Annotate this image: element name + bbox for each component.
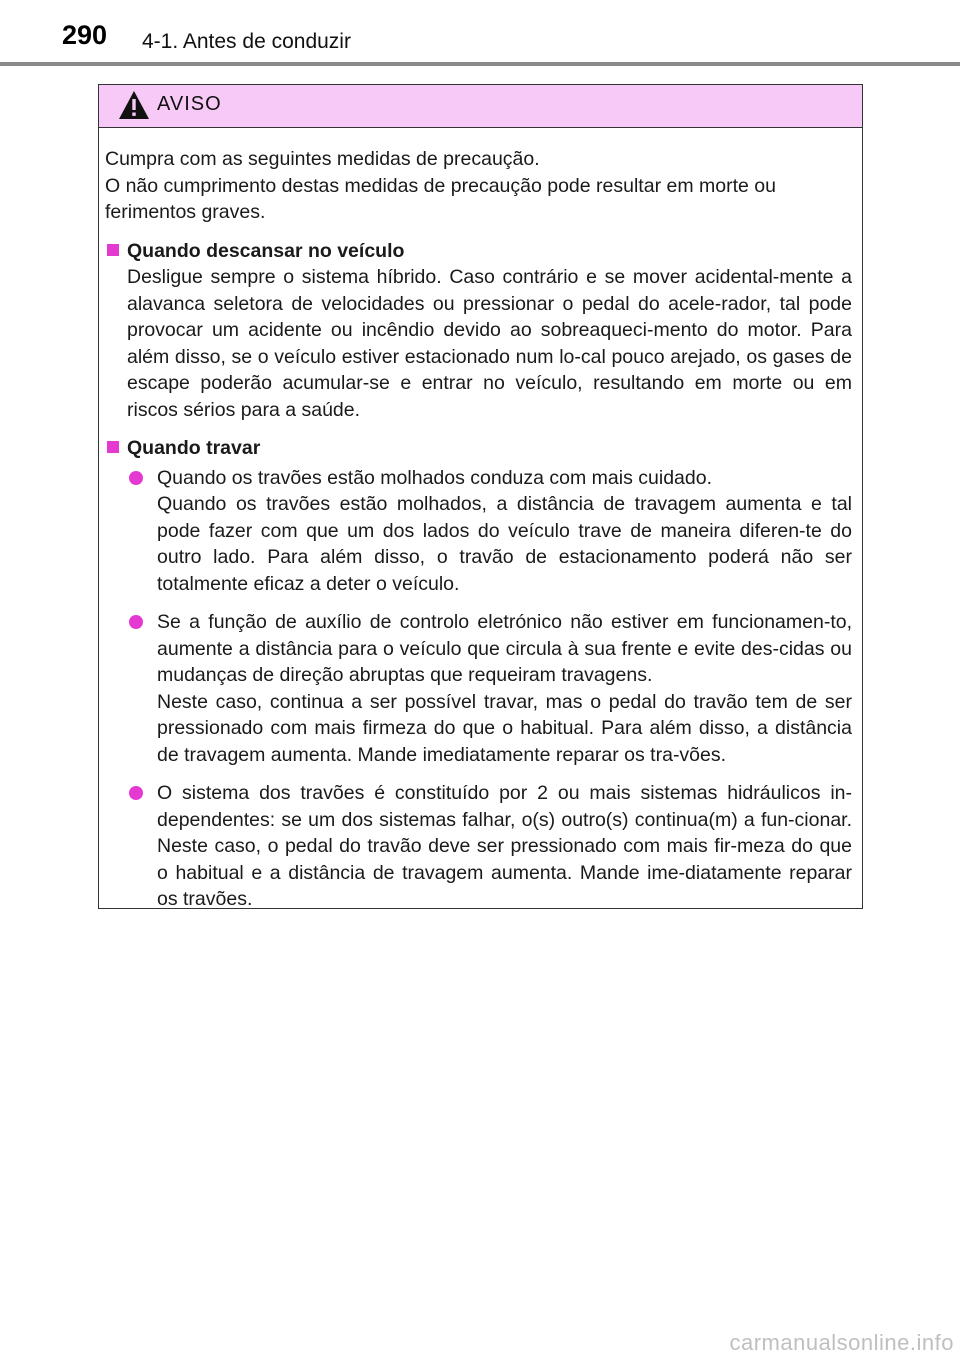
page-header bbox=[0, 0, 960, 66]
topic-text: Desligue sempre o sistema híbrido. Caso contrário e se mover acidental-mente a alavanca seletora de velocidades ou pressionar o pedal do acele-rador, tal pode provocar um acidente ou incêndio devido ao sobreaqueci-mento do motor. Para além disso, se o veículo estiver estacionado num lo-cal pouco arejado, os gases de escape poderão acumular-se e entrar no veículo, resultando em morte ou em riscos sérios para a saúde. bbox=[127, 266, 852, 421]
topic-title: Quando descansar no veículo bbox=[127, 239, 405, 262]
bullet-text: Se a função de auxílio de controlo eletrónico não estiver em funcionamen-to, aumente a distância para o veículo que circula à sua frente e evite des-cidas ou mudanças de direção abruptas que requeiram travagens. bbox=[157, 611, 852, 686]
square-bullet-icon bbox=[107, 441, 119, 453]
bullet-text: O sistema dos travões é constituído por 2 ou mais sistemas hidráulicos in-dependentes: se um dos sistemas falhar, o(s) outro(s) continua(m) a fun-cionar. Neste caso, o pedal do travão deve ser pressionado com mais fir-meza do que o habitual e a distância de travagem aumenta. Mande ime-diatamente reparar os travões. bbox=[157, 782, 852, 910]
warning-box bbox=[98, 84, 863, 909]
circle-bullet-icon bbox=[129, 786, 143, 800]
bullet-text: Quando os travões estão molhados, a distância de travagem aumenta e tal pode fazer com que um dos lados do veículo trave de maneira diferen-te do outro lado. Para além disso, o travão de estacionamento poderá não ser totalmente eficaz a deter o veículo. bbox=[157, 493, 852, 595]
square-bullet-icon bbox=[107, 244, 119, 256]
topic-braking bbox=[105, 435, 852, 913]
intro-line: O não cumprimento destas medidas de precaução pode resultar em morte ou ferimentos graves. bbox=[105, 174, 776, 223]
section-title: 4-1. Antes de conduzir bbox=[142, 30, 351, 53]
circle-bullet-icon bbox=[129, 615, 143, 629]
topic-resting bbox=[105, 238, 852, 424]
warning-body bbox=[99, 128, 862, 913]
warning-header bbox=[99, 85, 862, 128]
bullet-text: Quando os travões estão molhados conduza com mais cuidado. bbox=[157, 466, 712, 489]
intro-line: Cumpra com as seguintes medidas de precaução. bbox=[105, 148, 540, 170]
bullet-text: Neste caso, continua a ser possível travar, mas o pedal do travão tem de ser pressionado com mais firmeza do que o habitual. Para além disso, a distância de travagem aumenta. Mande imediatamente reparar os tra-vões. bbox=[157, 690, 852, 766]
list-item bbox=[105, 609, 852, 768]
warning-label: AVISO bbox=[157, 93, 222, 115]
warning-triangle-icon bbox=[117, 89, 151, 121]
watermark: carmanualsonline.info bbox=[729, 1330, 954, 1355]
warning-intro bbox=[105, 146, 852, 226]
page-number: 290 bbox=[62, 20, 108, 50]
list-item bbox=[105, 780, 852, 913]
topic-title: Quando travar bbox=[127, 437, 261, 459]
circle-bullet-icon bbox=[129, 471, 143, 485]
list-item bbox=[105, 465, 852, 598]
